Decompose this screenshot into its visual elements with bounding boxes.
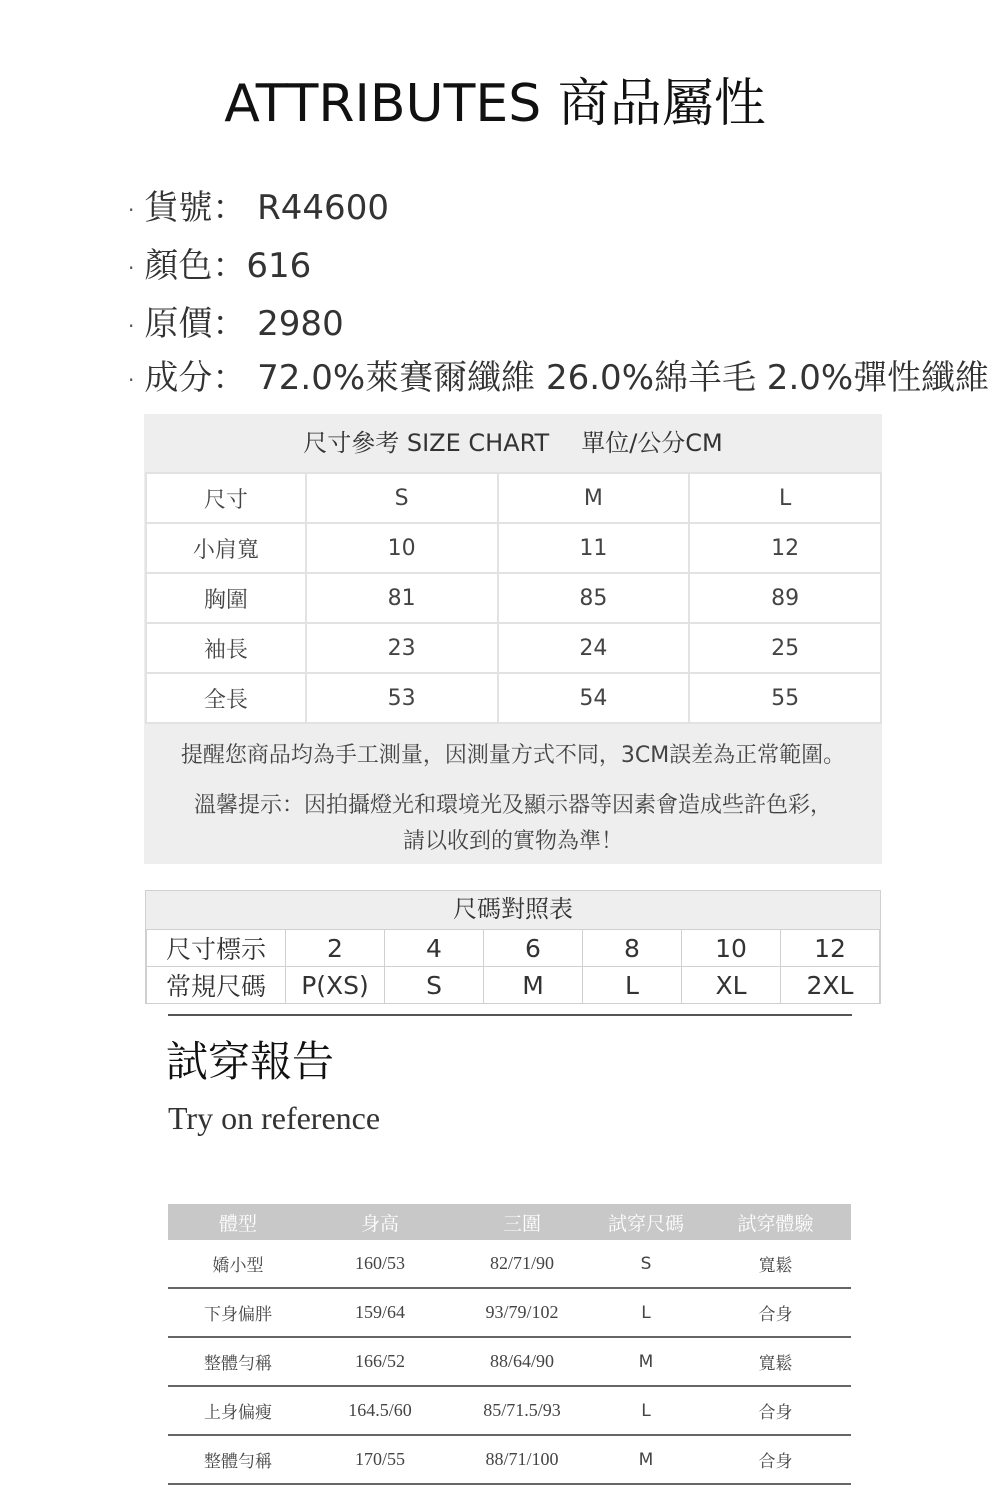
table-cell: 164.5/60 [308, 1386, 452, 1435]
table-cell: 合身 [700, 1288, 851, 1337]
table-cell: 24 [498, 623, 690, 673]
table-cell: 23 [306, 623, 498, 673]
try-on-table [168, 1204, 851, 1485]
table-cell: 合身 [700, 1435, 851, 1484]
table-cell: 全長 [146, 673, 306, 723]
table-row [146, 473, 881, 523]
table-cell: L [689, 473, 881, 523]
attribute-item-color [128, 244, 311, 290]
table-cell: 2 [286, 930, 385, 967]
table-cell: 93/79/102 [452, 1288, 592, 1337]
table-cell: 12 [781, 930, 880, 967]
table-cell: M [592, 1435, 700, 1484]
page-title: ATTRIBUTES 商品屬性 [224, 74, 766, 134]
column-header: 體型 [168, 1204, 308, 1240]
table-cell: 10 [306, 523, 498, 573]
attribute-value: R44600 [257, 188, 389, 228]
size-chart [144, 414, 882, 864]
table-row [146, 573, 881, 623]
table-row [168, 1240, 851, 1288]
table-cell: 10 [682, 930, 781, 967]
table-cell: 寬鬆 [700, 1337, 851, 1386]
table-cell: 尺寸 [146, 473, 306, 523]
column-header: 身高 [308, 1204, 452, 1240]
table-cell: 12 [689, 523, 881, 573]
section-divider [168, 1014, 852, 1016]
table-cell: 89 [689, 573, 881, 623]
table-row [168, 1386, 851, 1435]
table-cell: XL [682, 967, 781, 1004]
bullet-icon: · [128, 255, 135, 280]
table-row [146, 673, 881, 723]
table-cell: S [306, 473, 498, 523]
table-cell: 170/55 [308, 1435, 452, 1484]
column-header: 三圍 [452, 1204, 592, 1240]
table-cell: 小肩寬 [146, 523, 306, 573]
attribute-item-material [128, 356, 989, 402]
table-row [147, 930, 880, 967]
attribute-value: 616 [246, 246, 312, 286]
table-cell: M [498, 473, 690, 523]
table-cell: 25 [689, 623, 881, 673]
table-cell: 整體勻稱 [168, 1435, 308, 1484]
table-cell: P(XS) [286, 967, 385, 1004]
table-header-row [168, 1204, 851, 1240]
bullet-icon: · [128, 367, 135, 392]
attribute-label: 成分： [144, 358, 247, 398]
table-row [146, 623, 881, 673]
table-cell: 85 [498, 573, 690, 623]
table-row [147, 967, 880, 1004]
table-cell: 11 [498, 523, 690, 573]
try-on-subtitle: Try on reference [168, 1100, 381, 1136]
table-row [168, 1288, 851, 1337]
table-cell: 85/71.5/93 [452, 1386, 592, 1435]
size-conversion-table [145, 890, 881, 1004]
table-cell: 166/52 [308, 1337, 452, 1386]
attribute-value: 2980 [257, 304, 344, 344]
size-chart-title: 尺寸參考 SIZE CHART [303, 429, 550, 457]
attribute-label: 顏色： [144, 246, 247, 286]
table-cell: 159/64 [308, 1288, 452, 1337]
size-chart-heading [144, 414, 882, 472]
color-note-line: 請以收到的實物為準！ [402, 829, 623, 854]
table-cell: 寬鬆 [700, 1240, 851, 1288]
size-chart-table [145, 472, 882, 724]
table-cell: L [592, 1386, 700, 1435]
table-cell: 袖長 [146, 623, 306, 673]
table-row [146, 523, 881, 573]
size-conversion-heading: 尺碼對照表 [146, 891, 880, 930]
table-cell: M [592, 1337, 700, 1386]
table-cell: 160/53 [308, 1240, 452, 1288]
table-cell: 55 [689, 673, 881, 723]
table-cell: 8 [583, 930, 682, 967]
table-cell: 下身偏胖 [168, 1288, 308, 1337]
table-cell: 54 [498, 673, 690, 723]
bullet-icon: · [128, 197, 135, 222]
table-cell: 88/64/90 [452, 1337, 592, 1386]
table-cell: 2XL [781, 967, 880, 1004]
color-note [144, 788, 882, 860]
table-cell: 整體勻稱 [168, 1337, 308, 1386]
color-note-line: 溫馨提示：因拍攝燈光和環境光及顯示器等因素會造成些許色彩， [193, 793, 832, 818]
try-on-title: 試穿報告 [166, 1037, 335, 1086]
table-cell: 88/71/100 [452, 1435, 592, 1484]
table-cell: 嬌小型 [168, 1240, 308, 1288]
table-cell: L [583, 967, 682, 1004]
table-cell: 6 [484, 930, 583, 967]
table-cell: 合身 [700, 1386, 851, 1435]
table-cell: S [385, 967, 484, 1004]
table-cell: 82/71/90 [452, 1240, 592, 1288]
table-cell: 4 [385, 930, 484, 967]
attribute-item-price [128, 302, 344, 348]
table-cell: M [484, 967, 583, 1004]
attribute-label: 原價： [144, 304, 247, 344]
attribute-item-sku [128, 186, 389, 232]
table-cell: 53 [306, 673, 498, 723]
table-cell: 常規尺碼 [147, 967, 286, 1004]
column-header: 試穿體驗 [700, 1204, 851, 1240]
measurement-note: 提醒您商品均為手工測量，因測量方式不同，3CM誤差為正常範圍。 [180, 743, 846, 768]
attribute-value: 72.0%萊賽爾纖維 26.0%綿羊毛 2.0%彈性纖維 [257, 358, 990, 398]
table-cell: 胸圍 [146, 573, 306, 623]
bullet-icon: · [128, 313, 135, 338]
table-cell: S [592, 1240, 700, 1288]
size-conversion-grid [146, 929, 880, 1004]
table-cell: 81 [306, 573, 498, 623]
table-cell: L [592, 1288, 700, 1337]
column-header: 試穿尺碼 [592, 1204, 700, 1240]
table-cell: 尺寸標示 [147, 930, 286, 967]
table-row [168, 1337, 851, 1386]
attribute-label: 貨號： [144, 188, 247, 228]
size-chart-unit: 單位/公分CM [581, 429, 723, 457]
table-row [168, 1435, 851, 1484]
table-cell: 上身偏瘦 [168, 1386, 308, 1435]
